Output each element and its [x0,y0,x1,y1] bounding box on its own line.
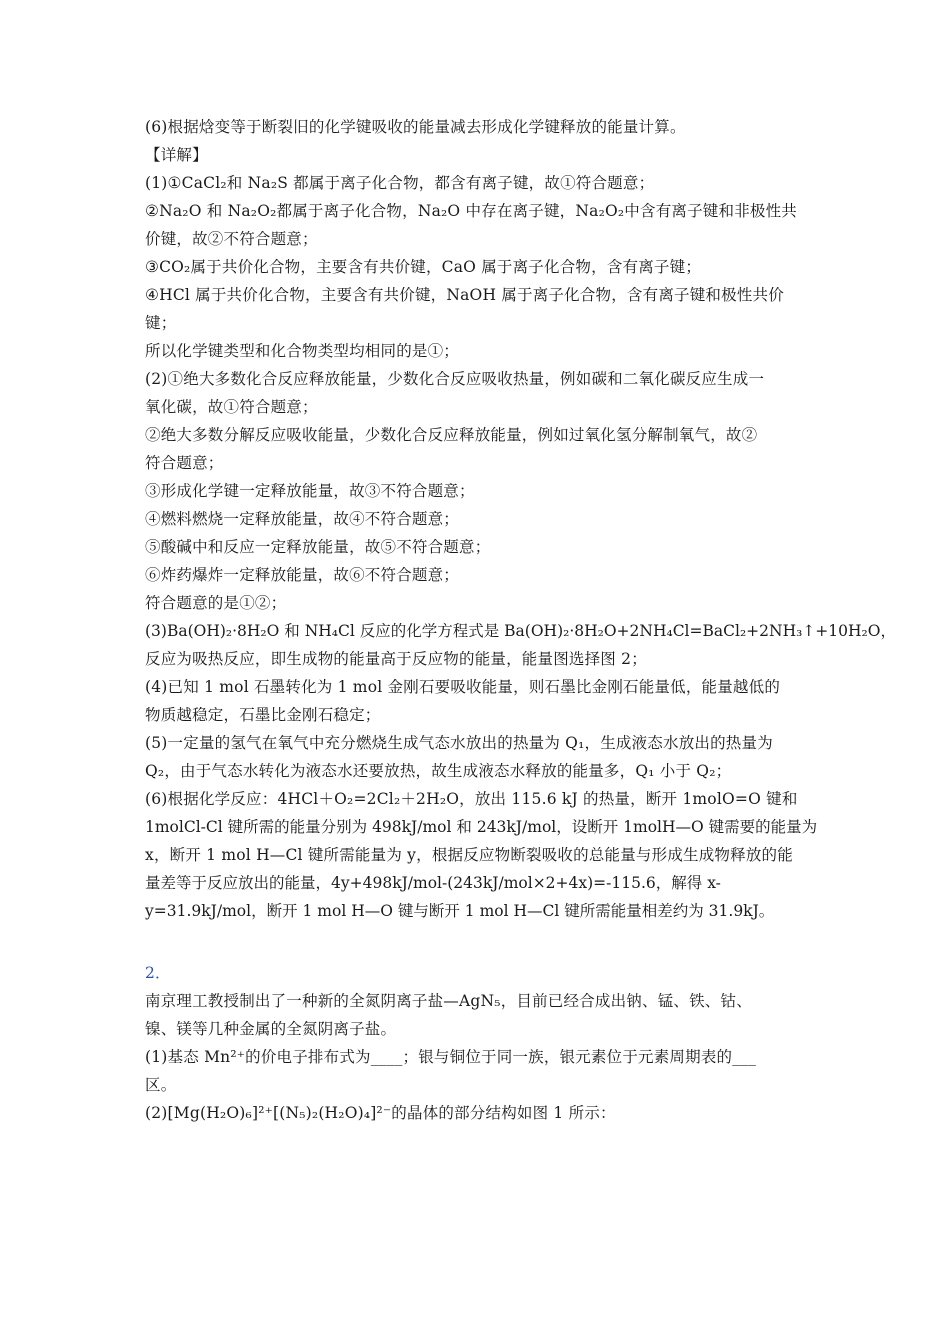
text-line: ④HCl 属于共价化合物，主要含有共价键，NaOH 属于离子化合物，含有离子键和极性共价 [145,286,784,304]
text-line: y=31.9kJ/mol，断开 1 mol H—O 键与断开 1 mol H—Cl 键所需能量相差约为 31.9kJ。 [145,902,775,920]
text-line: ⑥炸药爆炸一定释放能量，故⑥不符合题意； [145,566,460,584]
text-line: (3)Ba(OH)₂·8H₂O 和 NH₄Cl 反应的化学方程式是 Ba(OH)₂·8H₂O+2NH₄Cl=BaCl₂+2NH₃↑+10H₂O， [145,622,896,640]
text-line: (1)①CaCl₂和 Na₂S 都属于离子化合物，都含有离子键，故①符合题意； [145,174,655,192]
text-line: (6)根据化学反应：4HCl＋O₂=2Cl₂＋2H₂O，放出 115.6 kJ 的热量，断开 1molO=O 键和 [145,790,798,808]
text-line: ②绝大多数分解反应吸收能量，少数化合反应释放能量，例如过氧化氢分解制氧气，故② [145,426,758,444]
text-line: ②Na₂O 和 Na₂O₂都属于离子化合物，Na₂O 中存在离子键，Na₂O₂中含有离子键和非极性共 [145,202,798,220]
text-line: Q₂，由于气态水转化为液态水还要放热，故生成液态水释放的能量多，Q₁ 小于 Q₂； [145,762,732,780]
text-line: ⑤酸碱中和反应一定释放能量，故⑤不符合题意； [145,538,491,556]
text-line: 氧化碳，故①符合题意； [145,398,318,416]
section-heading-detail: 【详解】 [145,146,208,164]
text-line: 符合题意； [145,454,224,472]
text-line: (4)已知 1 mol 石墨转化为 1 mol 金刚石要吸收能量，则石墨比金刚石能量低，能量越低的 [145,678,781,696]
text-line: 南京理工教授制出了一种新的全氮阴离子盐—AgN₅，目前已经合成出钠、锰、铁、钴、 [145,992,752,1010]
text-line: (1)基态 Mn²⁺的价电子排布式为____；银与铜位于同一族，银元素位于元素周期表的___ [145,1048,757,1066]
text-line: ③形成化学键一定释放能量，故③不符合题意； [145,482,475,500]
text-line: (5)一定量的氢气在氧气中充分燃烧生成气态水放出的热量为 Q₁，生成液态水放出的热量为 [145,734,773,752]
text-line: 物质越稳定，石墨比金刚石稳定； [145,706,381,724]
text-line: 所以化学键类型和化合物类型均相同的是①； [145,342,460,360]
text-line: (2)[Mg(H₂O)₆]²⁺[(N₅)₂(H₂O)₄]²⁻的晶体的部分结构如图 1 所示： [145,1104,616,1122]
text-line: 镍、镁等几种金属的全氮阴离子盐。 [145,1020,397,1038]
text-line: 符合题意的是①②； [145,594,287,612]
text-line: 1molCl-Cl 键所需的能量分别为 498kJ/mol 和 243kJ/mol，设断开 1molH—O 键需要的能量为 [145,818,818,836]
text-line: x，断开 1 mol H—Cl 键所需能量为 y，根据反应物断裂吸收的总能量与形成生成物释放的能 [145,846,793,864]
text-line: (2)①绝大多数化合反应释放能量，少数化合反应吸收热量，例如碳和二氧化碳反应生成一 [145,370,765,388]
text-line: 反应为吸热反应，即生成物的能量高于反应物的能量，能量图选择图 2； [145,650,647,668]
question-number: 2． [145,964,171,982]
text-line: 区。 [145,1076,177,1094]
text-line: ④燃料燃烧一定释放能量，故④不符合题意； [145,510,460,528]
text-line: 价键，故②不符合题意； [145,230,318,248]
text-line: 量差等于反应放出的能量，4y+498kJ/mol-(243kJ/mol×2+4x)=-115.6，解得 x- [145,874,721,892]
text-line: (6)根据焓变等于断裂旧的化学键吸收的能量减去形成化学键释放的能量计算。 [145,118,686,136]
text-line: 键； [145,314,177,332]
text-line: ③CO₂属于共价化合物，主要含有共价键，CaO 属于离子化合物，含有离子键； [145,258,702,276]
